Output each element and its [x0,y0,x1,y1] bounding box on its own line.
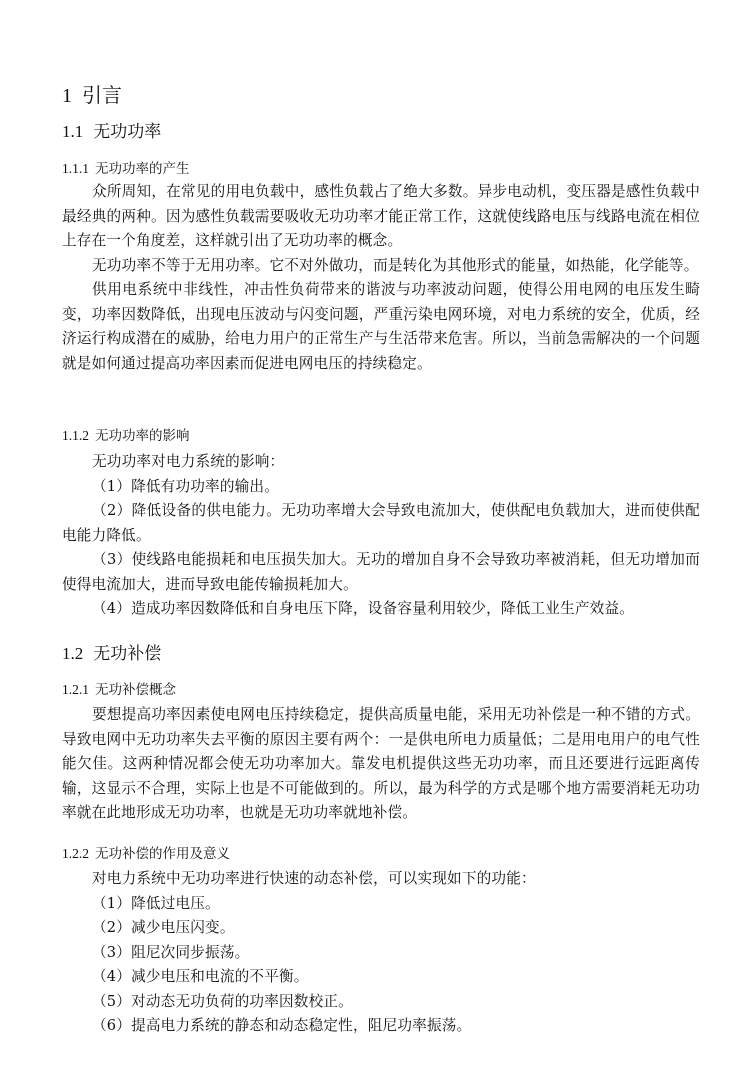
subsection-number: 1.2.1 [62,682,89,697]
subsection-title: 无功功率的产生 [95,161,190,177]
paragraph-intro: 无功功率对电力系统的影响： [92,453,285,470]
chapter-number: 1 [62,85,72,107]
list-item: （4）造成功率因数降低和自身电压下降，设备容量利用较少，降低工业生产效益。 [92,600,635,617]
subsection-title: 无功补偿概念 [95,682,176,698]
chapter-title: 引言 [82,83,122,107]
subsection-heading-1-1-2 [62,427,700,445]
subsection-number: 1.1.2 [62,428,89,443]
subsection-heading-1-1-1 [62,160,700,178]
section-title: 无功功率 [93,122,162,142]
list-item: （3）阻尼次同步振荡。 [92,943,250,961]
paragraph-intro: 对电力系统中无功功率进行快速的动态补偿，可以实现如下的功能： [92,870,536,887]
list-item: （5）对动态无功负荷的功率因数校正。 [92,992,353,1010]
paragraph: 要想提高功率因素使电网电压持续稳定，提供高质量电能，采用无功补偿是一种不错的方式。导致电网中无功功率失去平衡的原因主要有两个：一是供电所电力质量低；二是用电用户的电气性能欠佳。这两种情况都会使无功功率加大。靠发电机提供这些无功功率，而且还要进行远距离传输，这显示不合理，实际上也是不可能做到的。所以，最为科学的方式是哪个地方需要消耗无功功率就在此地形成无功功率，也就是无功功率就地补偿。 [62,706,700,821]
paragraph: 无功功率不等于无用功率。它不对外做功，而是转化为其他形式的能量，如热能，化学能等。 [92,256,699,274]
list-item: （2）减少电压闪变。 [92,919,235,936]
subsection-heading-1-2-2 [62,845,700,863]
section-1-1-1-body [62,180,700,376]
section-number: 1.2 [62,644,84,663]
section-title: 无功补偿 [93,644,162,664]
section-heading-1-1 [62,121,700,143]
section-1-1-2-body [62,450,700,622]
subsection-number: 1.1.1 [62,161,89,176]
chapter-heading [62,82,700,109]
subsection-heading-1-2-1 [62,681,700,699]
subsection-number: 1.2.2 [62,846,89,861]
list-item: （2）降低设备的供电能力。无功功率增大会导致电流加大，使供配电负载加大，进而使供配电能力降低。 [62,502,700,544]
list-item: （6）提高电力系统的静态和动态稳定性，阻尼功率振荡。 [92,1017,472,1034]
paragraph: 众所周知，在常见的用电负载中，感性负载占了绝大多数。异步电动机，变压器是感性负载中最经典的两种。因为感性负载需要吸收无功功率才能正常工作，这就使线路电压与线路电流在相位上存在一个角度差，这样就引出了无功功率的概念。 [62,183,700,249]
section-1-2-1-body [62,703,700,826]
subsection-title: 无功功率的影响 [95,428,190,444]
list-item: （3）使线路电能损耗和电压损失加大。无功的增加自身不会导致功率被消耗，但无功增加而使得电流加大，进而导致电能传输损耗加大。 [62,551,700,593]
section-number: 1.1 [62,122,84,141]
section-heading-1-2 [62,643,700,665]
section-1-2-2-body [62,867,700,1039]
paragraph: 供用电系统中非线性，冲击性负荷带来的谐波与功率波动问题，使得公用电网的电压发生畸变，功率因数降低，出现电压波动与闪变问题，严重污染电网环境，对电力系统的安全，优质，经济运行构成潜在的威胁，给电力用户的正常生产与生活带来危害。所以，当前急需解决的一个问题就是如何通过提高功率因素而促进电网电压的持续稳定。 [62,281,700,372]
subsection-title: 无功补偿的作用及意义 [95,846,230,862]
list-item: （4）减少电压和电流的不平衡。 [92,968,309,985]
list-item: （1）降低有功功率的输出。 [92,477,280,495]
list-item: （1）降低过电压。 [92,894,220,912]
